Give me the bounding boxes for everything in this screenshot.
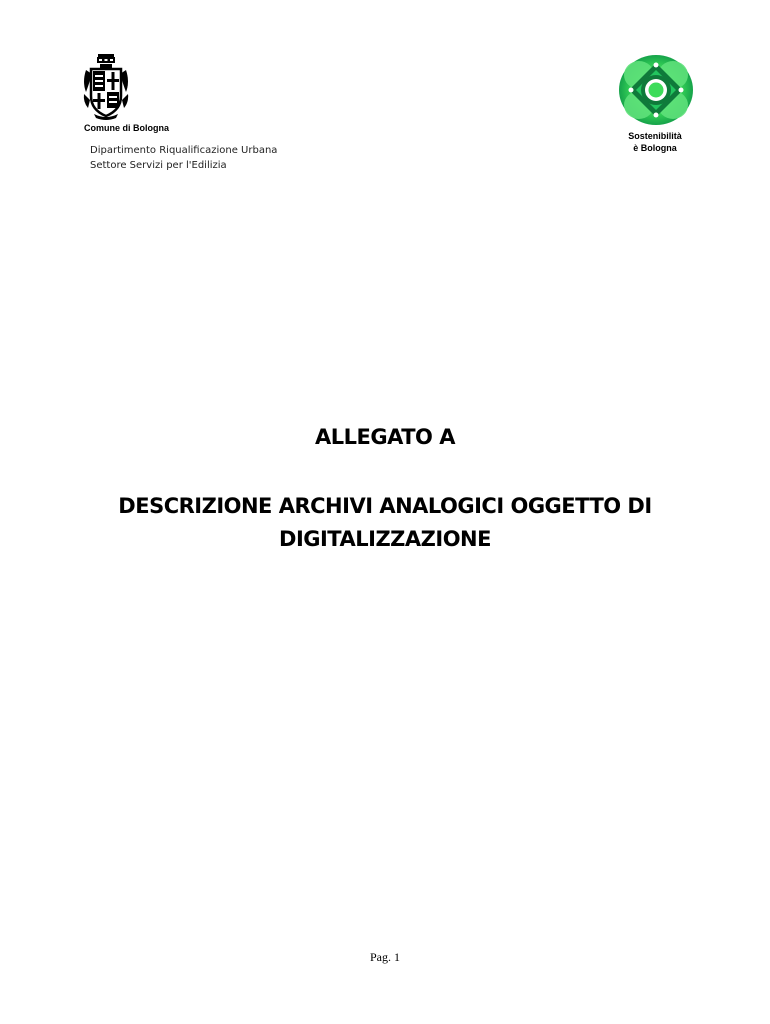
bologna-coat-of-arms-icon — [80, 52, 132, 120]
logo-line-2: è Bologna — [633, 143, 677, 153]
sector-line: Settore Servizi per l'Edilizia — [90, 160, 227, 171]
sustainability-logo-text — [600, 130, 710, 154]
document-subtitle: DESCRIZIONE ARCHIVI ANALOGICI OGGETTO DI DIGITALIZZAZIONE — [118, 494, 652, 551]
page-number: Pag. 1 — [370, 950, 400, 964]
sustainability-logo-icon — [617, 53, 695, 127]
department-info — [90, 143, 277, 173]
document-title: ALLEGATO A — [315, 425, 455, 449]
org-name: Comune di Bologna — [84, 123, 169, 133]
department-line: Dipartimento Riqualificazione Urbana — [90, 145, 278, 156]
logo-line-1: Sostenibilità — [628, 131, 682, 141]
